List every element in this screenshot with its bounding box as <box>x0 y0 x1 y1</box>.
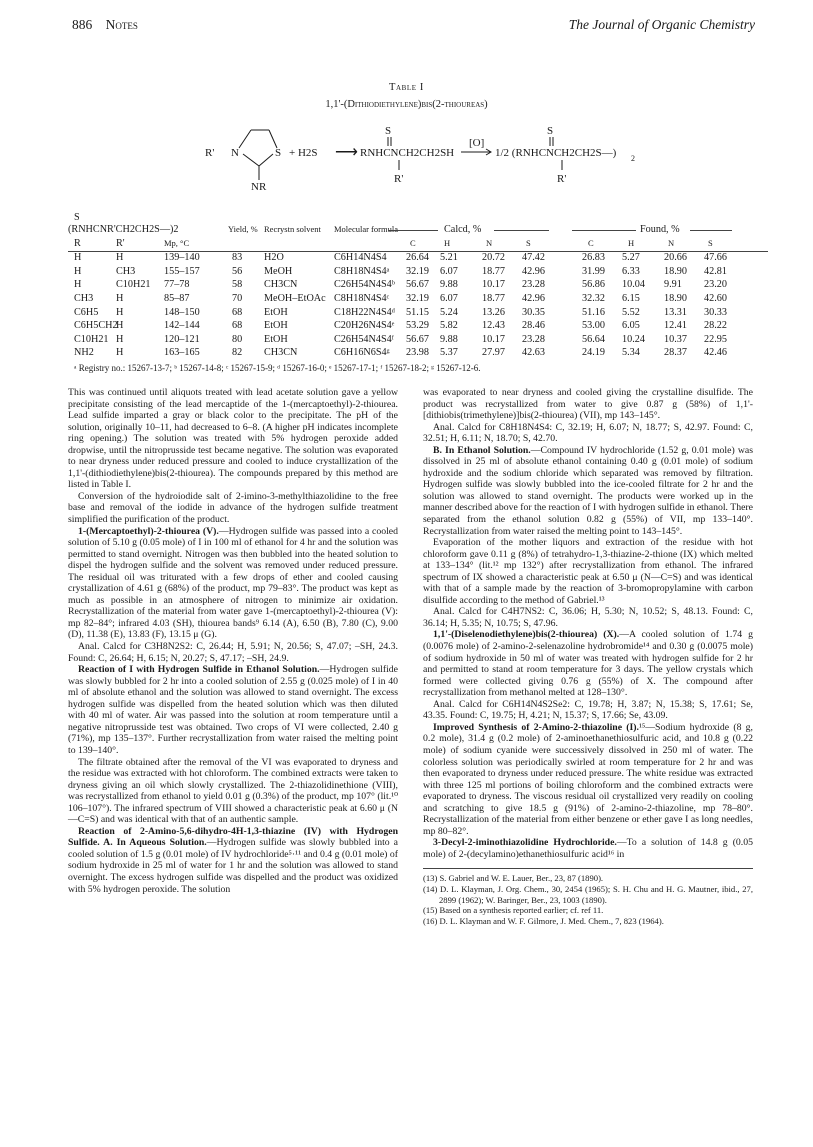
left-p7-body: —Hydrogen sulfide was slowly bubbled into a cooled solution of 1.5 g (0.01 mole) of IV hydrochloride⁵·¹¹ and 0.4 g (0.01 mole) of sodium hydroxide in 25 ml of water for 1 hr and the solution was allowed to stand overnight. The excess hydrogen sulfide was dispelled and the product was oxidized with 5% hydrogen peroxide. The solution <box>68 837 398 895</box>
right-p3-title: B. In Ethanol Solution. <box>433 444 531 456</box>
table-cell: 5.34 <box>622 347 640 359</box>
table-row <box>68 266 768 280</box>
right-p8-body: ¹⁵—Sodium hydroxide (8 g, 0.2 mole), 31.4 g (0.2 mole) of 2-aminoethanethiosulfuric acid, and 10.8 g (0.22 mole) of sodium cyanide were successively dissolved in 250 ml of water. The colorless solution was periodically swirled at room temperature for 2 hr and was then evaporated to dryness under reduced pressure. The white residue was extracted with three 125 ml portions of boiling chloroform and the combined extracts were evaporated to dryness. The viscous residual oil crystallized very readily on cooling and scratching to give 18.5 g (91%) of 2-amino-2-thiazoline, mp 78–80°. Recrystallization of the material from either benzene or ether gave I as long needles, mp 80–82°. <box>423 721 753 837</box>
table-cell: 58 <box>232 279 243 291</box>
table-cell: 5.21 <box>440 252 458 264</box>
table-cell: 28.46 <box>522 320 545 332</box>
table-cell: 28.22 <box>704 320 727 332</box>
table-cell: MeOH <box>264 265 293 277</box>
table-cell: 24.19 <box>582 347 605 359</box>
left-p5-title: Reaction of I with Hydrogen Sulfide in Ethanol Solution. <box>78 664 320 676</box>
data-table <box>68 212 768 373</box>
table-cell: 5.82 <box>440 320 458 332</box>
table-cell: 6.07 <box>440 265 458 277</box>
table-cell: C10H21 <box>116 279 151 291</box>
table-cell: 77–78 <box>164 279 190 291</box>
table-cell: 68 <box>232 306 243 318</box>
header-calcd-c: C <box>410 237 416 248</box>
right-paragraph-4: Evaporation of the mother liquors and extraction of the residue with hot chloroform gave 0.11 g (8%) of tetrahydro-1,3-thiazine-2-thione (IX) which melted at 133–134° (lit.¹² mp 132°) after recrystallization from ethanol. The infrared spectrum of IX showed a characteristic peak at 6.50 μ (N—C=S) and was identical with that of a sample made by the reaction of 3-bromopropylamine with carbon disulfide according to the method of Gabriel.¹³ <box>423 537 753 606</box>
table-cell: 82 <box>232 347 243 359</box>
table-caption: 1,1'-(Dithiodiethylene)bis(2-thioureas) <box>325 99 488 110</box>
table-cell: 9.88 <box>440 279 458 291</box>
page-number: 886 <box>72 17 93 32</box>
table-cell: 42.96 <box>522 265 545 277</box>
right-s: S <box>547 125 554 137</box>
table-row <box>68 307 768 321</box>
table-cell: 30.33 <box>704 306 727 318</box>
table-cell: 18.77 <box>482 292 505 304</box>
reference-16: (16) D. L. Klayman and W. F. Gilmore, J. Med. Chem., 7, 823 (1964). <box>423 915 664 926</box>
header-solvent: Recrystn solvent <box>264 224 321 234</box>
left-p3-body: —Hydrogen sulfide was passed into a cooled solution of 5.10 g (0.05 mole) of I in 100 ml of ethanol for 4 hr and the solution was permitted to stand overnight. Nitrogen was then bubbled into the heated solution to dispel the hydrogen sulfide and the solvent was removed under reduced pressure. The residual oil was triturated with a few drops of ether and cooled causing crystallization of 4.61 g (68%) of the product, mp 79–83°. The product was kept as much as possible in an atmosphere of nitrogen to minimize air oxidation. Recrystallization of the material from water gave 1-(mercaptoethyl)-2-thiourea (V): mp 82–84°; infrared 4.03 (SH), thiourea bands⁹ 6.14 (A), 6.50 (B), 7.80 (C), 9.00 (D), 11.38 (E), 13.83 (F), 13.15 μ (G). <box>68 525 399 641</box>
right-paragraph-3 <box>423 445 753 537</box>
general-s: S <box>74 212 80 223</box>
table-cell: CH3CN <box>264 347 298 359</box>
table-cell: C8H18N4S4ᶜ <box>334 292 390 304</box>
table-cell: 42.81 <box>704 265 727 277</box>
table-cell: 56.64 <box>582 333 605 345</box>
table-row <box>68 293 768 307</box>
table-row <box>68 279 768 293</box>
table-cell: 68 <box>232 320 243 332</box>
left-p3-title: 1-(Mercaptoethyl)-2-thiourea (V). <box>78 525 219 537</box>
table-cell: 12.41 <box>664 320 687 332</box>
table-cell: 83 <box>232 252 243 264</box>
right-paragraph-5: Anal. Calcd for C4H7NS2: C, 36.06; H, 5.30; N, 10.52; S, 48.13. Found: C, 36.14; H, 5.35; N, 10.75; S, 47.96. <box>423 606 753 629</box>
table-cell: 56.86 <box>582 279 605 291</box>
header-found-c: C <box>588 237 594 248</box>
left-paragraph-4: Anal. Calcd for C3H8N2S2: C, 26.44; H, 5.91; N, 20.56; S, 47.07; –SH, 24.3. Found: C, 26.64; H, 6.15; N, 20.27; S, 47.17; –SH, 24.9. <box>68 641 398 664</box>
table-cell: C6H5 <box>74 306 99 318</box>
table-cell: 56 <box>232 265 243 277</box>
table-cell: H <box>74 279 82 291</box>
table-cell: 9.88 <box>440 333 458 345</box>
page-header <box>72 17 755 39</box>
table-cell: EtOH <box>264 320 288 332</box>
table-cell: 13.26 <box>482 306 505 318</box>
right-column <box>423 387 753 926</box>
right-p6-body: —A cooled solution of 1.74 g (0.0076 mole) of 2-amino-2-selenazoline hydrobromide¹⁴ and 0.30 g (0.0075 mole) of sodium hydroxide in 50 ml of water was treated with hydrogen sulfide for 2 hr and permitted to stand at room temperature for 3 days. The yellow crystals which formed were collected giving 0.76 g (55%) of X. The compound after recrystallization from methanol melted at 128–130°. <box>423 629 753 699</box>
general-formula: (RNHCNR'CH2CH2S—)2 <box>68 224 179 235</box>
table-cell: 148–150 <box>164 306 200 318</box>
table-cell: 70 <box>232 292 243 304</box>
middle-r-prime: R' <box>394 173 404 185</box>
right-p9-body: —To a solution of 14.8 g (0.05 mole) of 2-(decylamino)ethanethiosulfuric acid¹⁶ in <box>423 837 753 860</box>
ring-s: S <box>275 147 282 159</box>
thiazoline-ring <box>239 130 277 180</box>
table-cell: 53.00 <box>582 320 605 332</box>
found-rule-right <box>690 230 732 231</box>
journal-name: The Journal of Organic Chemistry <box>568 17 755 32</box>
table-cell: 80 <box>232 333 243 345</box>
header-found: Found, % <box>640 224 680 235</box>
table-cell: 23.28 <box>522 333 545 345</box>
table-cell: H <box>74 252 82 264</box>
left-paragraph-3 <box>68 526 398 641</box>
table-cell: 5.52 <box>622 306 640 318</box>
table-cell: 42.46 <box>704 347 727 359</box>
table-cell: H <box>116 252 124 264</box>
section-name: Notes <box>105 17 138 32</box>
table-header-row-2 <box>68 238 768 253</box>
table-cell: 23.98 <box>406 347 429 359</box>
right-paragraph-6 <box>423 629 753 698</box>
middle-formula: RNHCNCH2CH2SH <box>360 147 455 159</box>
table-cell: 6.05 <box>622 320 640 332</box>
table-cell: 10.17 <box>482 333 505 345</box>
calcd-rule-right <box>494 230 549 231</box>
table-cell: 6.15 <box>622 292 640 304</box>
table-cell: 26.64 <box>406 252 429 264</box>
right-paragraph-7: Anal. Calcd for C6H14N4S2Se2: C, 19.78; H, 3.87; N, 15.38; S, 17.61; Se, 43.35. Found: C, 19.75; H, 4.21; N, 15.37; S, 17.66; Se, 43.09. <box>423 698 753 722</box>
ring-r-prime: R' <box>205 147 215 159</box>
table-cell: MeOH–EtOAc <box>264 292 326 304</box>
right-paragraph-2: Anal. Calcd for C8H18N4S4: C, 32.19; H, 6.07; N, 18.77; S, 42.97. Found: C, 32.51; H, 6.11; N, 18.70; S, 42.70. <box>423 421 753 445</box>
table-cell: 5.27 <box>622 252 640 264</box>
table-cell: 18.90 <box>664 292 687 304</box>
header-found-n: N <box>668 237 675 248</box>
header-calcd: Calcd, % <box>444 224 482 235</box>
table-cell: H <box>74 265 82 277</box>
table-cell: 26.83 <box>582 252 605 264</box>
table-body <box>68 252 768 361</box>
reference-13: (13) S. Gabriel and W. E. Lauer, Ber., 23, 87 (1890). <box>423 873 604 884</box>
table-cell: 6.33 <box>622 265 640 277</box>
right-paragraph-1: was evaporated to near dryness and cooled giving the crystalline disulfide. The product was recrystallized from water to give 0.87 g (58%) of 1,1'-[dithiobis(trimethylene)]bis(2-thiourea) (VII), mp 143–145°. <box>423 387 753 422</box>
header-r: R <box>74 237 81 249</box>
header-calcd-h: H <box>444 237 451 248</box>
table-cell: H <box>116 292 124 304</box>
table-cell: 12.43 <box>482 320 505 332</box>
table-cell: 20.72 <box>482 252 505 264</box>
plus-h2s: + H2S <box>289 147 318 159</box>
table-cell: EtOH <box>264 306 288 318</box>
header-mp: Mp, °C <box>164 237 190 248</box>
table-cell: 56.67 <box>406 333 429 345</box>
right-p6-title: 1,1'-(Diselenodiethylene)bis(2-thiourea) (X). <box>433 629 620 641</box>
table-cell: 10.17 <box>482 279 505 291</box>
table-cell: 23.28 <box>522 279 545 291</box>
header-found-s: S <box>708 237 713 248</box>
table-row <box>68 334 768 348</box>
table-cell: CH3 <box>116 265 136 277</box>
table-cell: 51.15 <box>406 306 429 318</box>
left-paragraph-5 <box>68 664 398 756</box>
table-cell: 47.42 <box>522 252 545 264</box>
header-left <box>72 17 138 33</box>
table-cell: H <box>116 347 124 359</box>
middle-s: S <box>385 125 392 137</box>
table-cell: 31.99 <box>582 265 605 277</box>
left-p5-body: —Hydrogen sulfide was slowly bubbled for 2 hr into a cooled solution of 2.55 g (0.025 mole) of I in 40 ml of absolute ethanol and the solution was allowed to stand overnight. The excess hydrogen sulfide was dispelled from the heated solution which was then diluted with 40 ml of water. Air was passed into the solution at room temperature until a negative nitroprusside test was obtained. Two crops of VI were collected, 2.40 g (71%), mp 135–137°. Further recrystallization from water raised the melting point to 139–140°. <box>68 664 399 756</box>
table-cell: 9.91 <box>664 279 682 291</box>
oxidant-label: [O] <box>469 137 485 149</box>
table-cell: 18.90 <box>664 265 687 277</box>
left-paragraph-6: The filtrate obtained after the removal of the VI was evaporated to dryness and the residue was extracted with hot chloroform. The combined extracts were taken to dryness giving an oil which slowly crystallized. The 2-thiazolidinethione (VIII), was recrystallized from ethanol to yield 0.01 g (0.3%) of the product, mp 107° (lit.¹⁰ 106–107°). The infrared spectrum of VIII showed a characteristic peak at 6.60 μ (N—C=S) and was identical with that of an authentic sample. <box>68 756 398 826</box>
header-calcd-s: S <box>526 237 531 248</box>
table-cell: 28.37 <box>664 347 687 359</box>
table-row <box>68 252 768 266</box>
table-cell: 85–87 <box>164 292 190 304</box>
table-cell: 10.24 <box>622 333 645 345</box>
table-cell: CH3CN <box>264 279 298 291</box>
table-cell: 42.96 <box>522 292 545 304</box>
right-subscript: 2 <box>631 154 635 163</box>
table-title: Table I <box>388 82 424 93</box>
table-cell: 142–144 <box>164 320 200 332</box>
arrow-1: ⟶ <box>335 144 358 161</box>
table-cell: 20.66 <box>664 252 687 264</box>
table-cell: 139–140 <box>164 252 200 264</box>
table-footnote: ᵃ Registry no.: 15267-13-7; ᵇ 15267-14-8; ᶜ 15267-15-9; ᵈ 15267-16-0; ᵉ 15267-17-1; ᶠ 15267-18-2; ᵍ 15267-12-6. <box>74 362 481 373</box>
table-cell: 22.95 <box>704 333 727 345</box>
table-cell: 155–157 <box>164 265 200 277</box>
references <box>423 868 753 926</box>
table-cell: 32.19 <box>406 265 429 277</box>
table-cell: 10.37 <box>664 333 687 345</box>
reference-15: (15) Based on a synthesis reported earlier; cf. ref 11. <box>423 905 604 916</box>
found-rule-left <box>572 230 636 231</box>
table-cell: 42.60 <box>704 292 727 304</box>
table-cell: 27.97 <box>482 347 505 359</box>
table-cell: 30.35 <box>522 306 545 318</box>
left-paragraph-7 <box>68 826 398 895</box>
table-cell: 51.16 <box>582 306 605 318</box>
calcd-rule-left <box>388 230 438 231</box>
left-column <box>68 387 398 895</box>
ring-n: N <box>231 147 239 159</box>
table-cell: C6H16N6S4ᵍ <box>334 347 390 359</box>
right-paragraph-9 <box>423 837 753 860</box>
table-cell: H2O <box>264 252 284 264</box>
table-cell: C8H18N4S4ᵃ <box>334 265 390 277</box>
header-formula: Molecular formula <box>334 224 398 234</box>
ring-nr: NR <box>251 181 267 193</box>
table-cell: H <box>116 320 124 332</box>
table-cell: 163–165 <box>164 347 200 359</box>
table-cell: H <box>116 306 124 318</box>
table-cell: 53.29 <box>406 320 429 332</box>
left-paragraph-1: This was continued until aliquots treated with lead acetate solution gave a yellow precipitate consisting of the lead mercaptide of the 1-(mercaptoethyl)-2-thiourea. Lead sulfide imparted a gray or black color to the precipitate. The pH of the solution, originally 10–11, had decreased to 6–8. (A higher pH indicates incomplete ring opening.) The solution was treated with 5% hydrogen peroxide added dropwise, until the nitroprusside test became negative. The solution was evaporated to near dryness under reduced pressure and cooled to induce crystallization of the 1,1'-(dithiodiethylene)bis(2-thiourea). The compounds prepared by this method are listed in Table I. <box>68 387 398 491</box>
table-cell: 5.37 <box>440 347 458 359</box>
table-cell: EtOH <box>264 333 288 345</box>
right-r-prime: R' <box>557 173 567 185</box>
table-cell: 5.24 <box>440 306 458 318</box>
left-paragraph-2: Conversion of the hydroiodide salt of 2-imino-3-methylthiazolidine to the free base and removal of the iodide in advance of the hydrogen sulfide treatment simplified the purification of the product. <box>68 490 398 526</box>
right-p3-body: —Compound IV hydrochloride (1.52 g, 0.01 mole) was dissolved in 25 ml of absolute ethanol containing 0.40 g (0.01 mole) of sodium hydroxide and the sodium chloride which separated was removed by filtration. Hydrogen sulfide was slowly bubbled into the ice-cooled filtrate for 2 hr and the solution was allowed to stand overnight. The products were worked up in the manner described above for the reaction of I with hydrogen sulfide in ethanol. There separated from the ethanol solution 0.82 g (55%) of VII, mp 133–140°. Recrystallization from water raised the melting point to 143–145°. <box>423 444 753 537</box>
table-cell: C10H21 <box>74 333 109 345</box>
reference-14: (14) D. L. Klayman, J. Org. Chem., 30, 2454 (1965); S. H. Chu and H. G. Mautner, ibid., 27, 2899 (1962); W. Baringer, Ber., 23, 1003 (1890). <box>423 884 753 905</box>
reaction-scheme <box>195 124 635 206</box>
right-paragraph-8 <box>423 722 753 837</box>
table-cell: 18.77 <box>482 265 505 277</box>
table-row <box>68 320 768 334</box>
table-cell: C18H22N4S4ᵈ <box>334 306 395 318</box>
table-cell: C26H54N4S4ᵇ <box>334 279 395 291</box>
table-cell: 6.07 <box>440 292 458 304</box>
table-general-s-row <box>68 212 768 224</box>
header-yield: Yield, % <box>228 224 258 234</box>
table-cell: 47.66 <box>704 252 727 264</box>
table-cell: 120–121 <box>164 333 200 345</box>
table-cell: C26H54N4S4ᶠ <box>334 333 394 345</box>
table-cell: 56.67 <box>406 279 429 291</box>
header-calcd-n: N <box>486 237 493 248</box>
table-cell: C6H5CH2 <box>74 320 118 332</box>
table-cell: 23.20 <box>704 279 727 291</box>
table-cell: 32.32 <box>582 292 605 304</box>
table-row <box>68 347 768 361</box>
right-formula: 1/2 (RNHCNCH2CH2S—) <box>495 147 617 159</box>
table-cell: C20H26N4S4ᵉ <box>334 320 395 332</box>
table-cell: 42.63 <box>522 347 545 359</box>
right-p8-title: Improved Synthesis of 2-Amino-2-thiazoline (I). <box>433 721 639 733</box>
header-found-h: H <box>628 237 635 248</box>
table-cell: H <box>116 333 124 345</box>
table-cell: C6H14N4S4 <box>334 252 387 264</box>
table-cell: 10.04 <box>622 279 645 291</box>
left-p7-title: Reaction of 2-Amino-5,6-dihydro-4H-1,3-thiazine (IV) with Hydrogen Sulfide. A. In Aqueous Solution. <box>68 825 398 849</box>
table-cell: 32.19 <box>406 292 429 304</box>
right-p9-title: 3-Decyl-2-iminothiazolidine Hydrochloride. <box>433 837 617 849</box>
table-cell: NH2 <box>74 347 94 359</box>
header-r-prime: R' <box>116 237 125 249</box>
table-cell: 13.31 <box>664 306 687 318</box>
table-cell: CH3 <box>74 292 94 304</box>
table-header-row-1 <box>68 224 768 238</box>
